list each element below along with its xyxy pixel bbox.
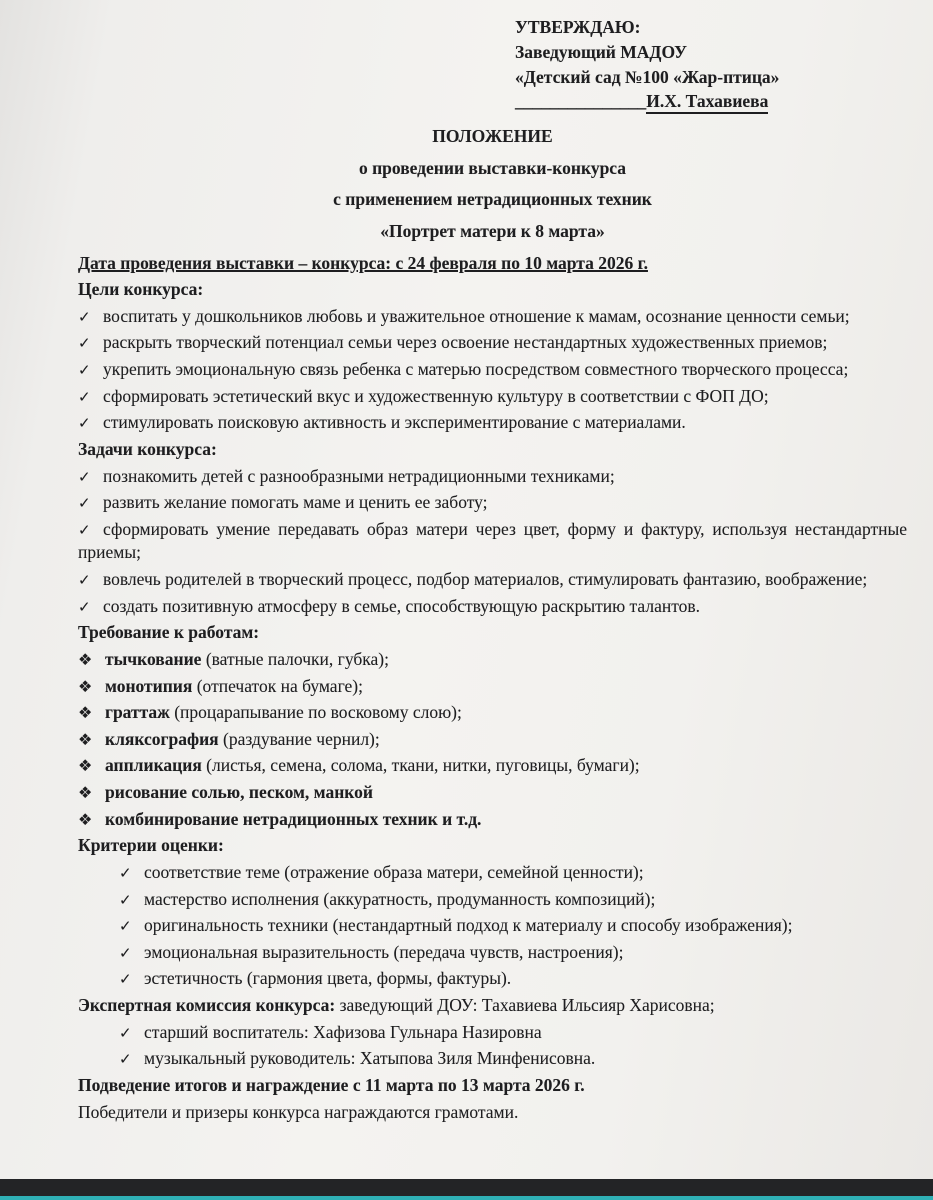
task-item-text: сформировать умение передавать образ матери через цвет, форму и фактуру, используя нестандартные приемы; bbox=[78, 518, 907, 563]
requirement-item bbox=[78, 808, 907, 832]
winners-line: Победители и призеры конкурса награждаются грамотами. bbox=[78, 1101, 519, 1122]
goal-item bbox=[78, 331, 907, 355]
check-icon: ✓ bbox=[78, 361, 91, 379]
approval-line-1: УТВЕРЖДАЮ: bbox=[515, 17, 641, 37]
goal-item-text: раскрыть творческий потенциал семьи через освоение нестандартных художественных приемов; bbox=[103, 332, 828, 353]
check-icon: ✓ bbox=[78, 520, 91, 539]
goal-item bbox=[78, 385, 907, 409]
photo-edge-accent bbox=[0, 1196, 933, 1200]
criteria-item-text: эстетичность (гармония цвета, формы, фактуры). bbox=[144, 968, 512, 989]
requirement-item bbox=[78, 781, 907, 805]
approval-signature-line bbox=[515, 90, 907, 113]
criteria-item bbox=[78, 861, 907, 885]
diamond-bullet-icon: ❖ bbox=[78, 703, 93, 723]
check-icon: ✓ bbox=[119, 890, 132, 909]
approver-name: И.Х. Тахавиева bbox=[646, 91, 768, 114]
signature-blank: _______________ bbox=[515, 91, 647, 112]
criteria-heading: Критерии оценки: bbox=[78, 835, 224, 856]
task-item bbox=[78, 568, 907, 592]
criteria-item bbox=[78, 941, 907, 965]
title-line-3: с применением нетрадиционных техник bbox=[333, 189, 652, 210]
task-item-text: вовлечь родителей в творческий процесс, подбор материалов, стимулировать фантазию, воображение; bbox=[103, 569, 868, 589]
document-title bbox=[78, 125, 907, 244]
check-icon: ✓ bbox=[119, 917, 132, 936]
diamond-bullet-icon: ❖ bbox=[78, 729, 93, 749]
criteria-item bbox=[78, 967, 907, 991]
committee-member bbox=[78, 1021, 907, 1045]
check-icon: ✓ bbox=[78, 494, 91, 513]
check-icon: ✓ bbox=[78, 571, 91, 589]
diamond-bullet-icon: ❖ bbox=[78, 649, 93, 669]
requirement-item bbox=[78, 728, 907, 752]
check-icon: ✓ bbox=[78, 307, 91, 326]
criteria-item bbox=[78, 888, 907, 912]
title-line-2: о проведении выставки-конкурса bbox=[358, 157, 627, 178]
check-icon: ✓ bbox=[78, 597, 91, 616]
check-icon: ✓ bbox=[78, 387, 91, 406]
requirement-desc: (ватные палочки, губка); bbox=[201, 648, 389, 669]
requirement-item bbox=[78, 675, 907, 699]
diamond-bullet-icon: ❖ bbox=[78, 809, 93, 829]
criteria-item bbox=[78, 914, 907, 938]
goal-item-text: укрепить эмоциональную связь ребенка с матерью посредством совместного творческого процесса; bbox=[103, 359, 849, 379]
task-item bbox=[78, 491, 907, 515]
task-item bbox=[78, 518, 907, 565]
check-icon: ✓ bbox=[78, 334, 91, 353]
title-line-4: «Портрет матери к 8 марта» bbox=[380, 220, 605, 241]
requirement-item bbox=[78, 648, 907, 672]
committee-member-text: старший воспитатель: Хафизова Гульнара Назировна bbox=[144, 1021, 542, 1042]
committee-heading: Экспертная комиссия конкурса: bbox=[78, 995, 336, 1015]
check-icon: ✓ bbox=[119, 1023, 132, 1042]
requirement-term: монотипия bbox=[105, 675, 193, 696]
goals-heading: Цели конкурса: bbox=[78, 279, 204, 300]
committee-lead: заведующий ДОУ: Тахавиева Ильсияр Харисовна; bbox=[335, 995, 715, 1015]
criteria-item-text: эмоциональная выразительность (передача чувств, настроения); bbox=[144, 941, 624, 962]
goal-item-text: воспитать у дошкольников любовь и уважительное отношение к мамам, осознание ценности семьи; bbox=[103, 305, 850, 326]
task-item bbox=[78, 465, 907, 489]
criteria-item-text: соответствие теме (отражение образа матери, семейной ценности); bbox=[144, 861, 644, 882]
approval-line-3: «Детский сад №100 «Жар-птица» bbox=[515, 66, 780, 87]
requirement-term: аппликация bbox=[105, 755, 202, 776]
goal-item-text: сформировать эстетический вкус и художественную культуру в соответствии с ФОП ДО; bbox=[103, 385, 769, 406]
tasks-heading: Задачи конкурса: bbox=[78, 438, 217, 459]
requirement-desc: (процарапывание по восковому слою); bbox=[169, 702, 462, 723]
check-icon: ✓ bbox=[119, 1050, 132, 1069]
approval-line-2: Заведующий МАДОУ bbox=[515, 41, 687, 62]
check-icon: ✓ bbox=[119, 970, 132, 989]
diamond-bullet-icon: ❖ bbox=[78, 756, 93, 776]
requirement-term: кляксография bbox=[105, 728, 219, 749]
committee-line bbox=[78, 994, 907, 1018]
date-line: Дата проведения выставки – конкурса: с 24 февраля по 10 марта 2026 г. bbox=[78, 252, 648, 273]
diamond-bullet-icon: ❖ bbox=[78, 676, 93, 696]
task-item bbox=[78, 595, 907, 619]
task-item-text: развить желание помогать маме и ценить ее заботу; bbox=[103, 492, 488, 513]
task-item-text: познакомить детей с разнообразными нетрадиционными техниками; bbox=[103, 465, 615, 486]
requirement-desc: (раздувание чернил); bbox=[218, 728, 380, 749]
title-line-1: ПОЛОЖЕНИЕ bbox=[432, 126, 553, 146]
check-icon: ✓ bbox=[78, 467, 91, 486]
requirement-term: комбинирование нетрадиционных техник и т.д. bbox=[105, 808, 482, 829]
photo-edge-strip bbox=[0, 1179, 933, 1196]
goal-item-text: стимулировать поисковую активность и экспериментирование с материалами. bbox=[103, 412, 686, 433]
results-line: Подведение итогов и награждение с 11 марта по 13 марта 2026 г. bbox=[78, 1074, 585, 1095]
requirement-term: рисование солью, песком, манкой bbox=[105, 782, 373, 802]
requirement-item bbox=[78, 754, 907, 778]
task-item-text: создать позитивную атмосферу в семье, способствующую раскрытию талантов. bbox=[103, 595, 701, 616]
criteria-item-text: оригинальность техники (нестандартный подход к материалу и способу изображения); bbox=[144, 915, 793, 936]
criteria-item-text: мастерство исполнения (аккуратность, продуманность композиций); bbox=[144, 888, 656, 909]
goal-item bbox=[78, 411, 907, 435]
diamond-bullet-icon: ❖ bbox=[78, 783, 93, 802]
requirements-heading: Требование к работам: bbox=[78, 622, 260, 643]
check-icon: ✓ bbox=[119, 863, 132, 882]
committee-member-text: музыкальный руководитель: Хатыпова Зиля Минфенисовна. bbox=[144, 1048, 596, 1069]
requirement-item bbox=[78, 701, 907, 725]
requirement-term: тычкование bbox=[105, 648, 202, 669]
check-icon: ✓ bbox=[119, 943, 132, 962]
check-icon: ✓ bbox=[78, 414, 91, 433]
goal-item bbox=[78, 305, 907, 329]
committee-member bbox=[78, 1047, 907, 1071]
goal-item bbox=[78, 358, 907, 382]
requirement-desc: (отпечаток на бумаге); bbox=[192, 675, 363, 696]
approval-block bbox=[515, 16, 907, 113]
requirement-desc: (листья, семена, солома, ткани, нитки, пуговицы, бумаги); bbox=[201, 755, 640, 776]
requirement-term: граттаж bbox=[105, 702, 170, 723]
